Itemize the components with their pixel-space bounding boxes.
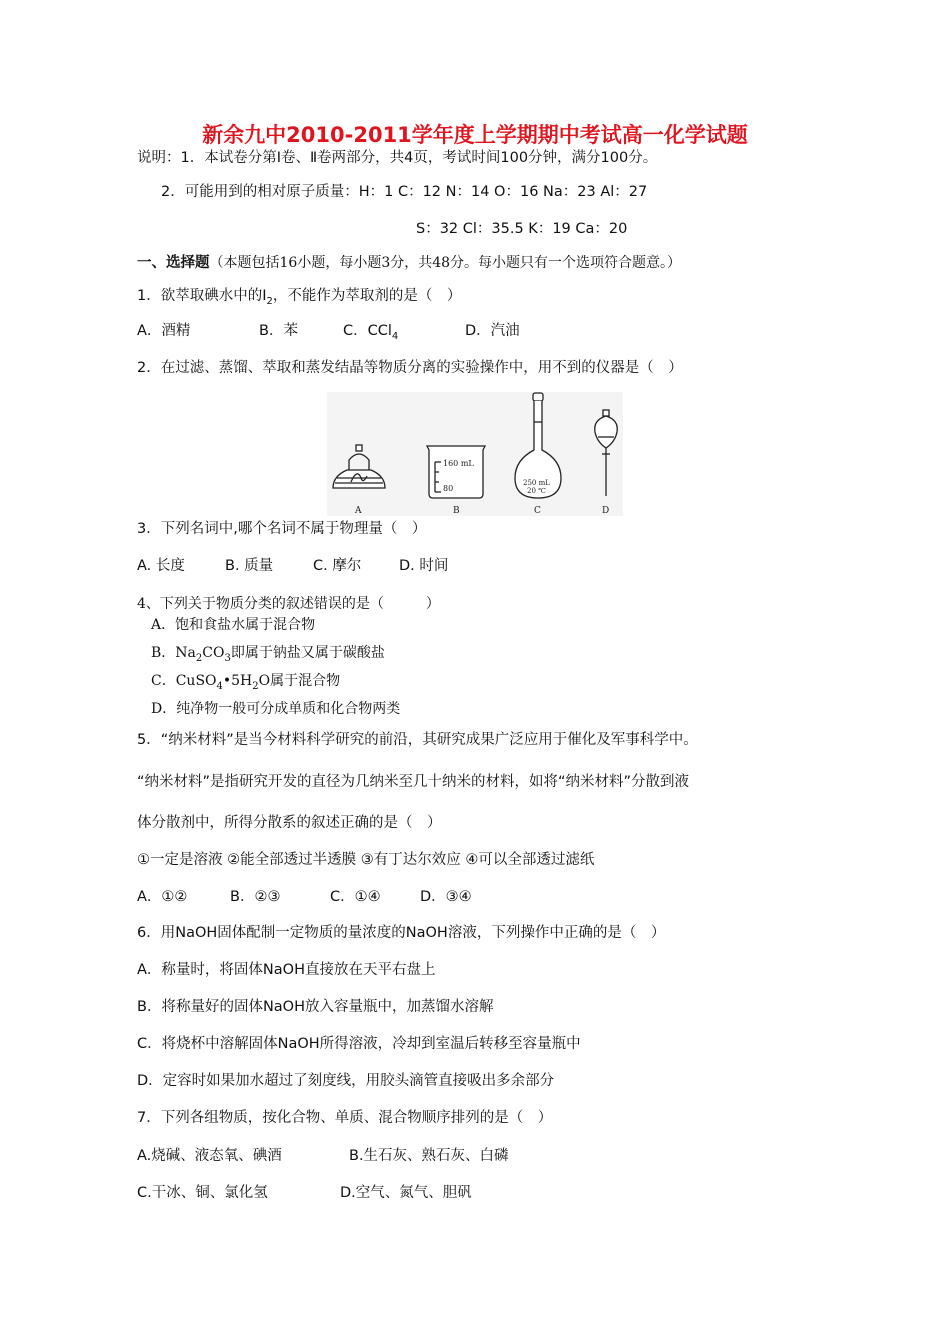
q4-option-b [151, 643, 385, 663]
q4-option-c-text: C．CuSO [151, 673, 217, 689]
q4-option-c-subscript: 4 [216, 680, 223, 692]
q7-option-a: A.烧碱、液态氧、碘酒 [137, 1148, 282, 1164]
q5-option-c: C．①④ [330, 889, 381, 905]
q4-option-b-subscript: 2 [195, 652, 203, 664]
q1-option-c-text: C．CCl [343, 323, 392, 339]
beaker-drawing [427, 446, 485, 498]
page-title: 新余九中2010-2011学年度上学期期中考试高一化学试题 [202, 123, 748, 147]
q4-option-b-text: B．Na [151, 645, 196, 661]
q4-option-c-subscript: 2 [252, 680, 259, 692]
q1-option-b: B．苯 [259, 323, 298, 339]
q7-option-c: C.干冰、铜、氯化氢 [137, 1185, 268, 1201]
apparatus-label-a: A [355, 506, 362, 516]
q4-option-d: D．纯净物一般可分成单质和化合物两类 [151, 701, 401, 717]
question-6-stem: 6．用NaOH固体配制一定物质的量浓度的NaOH溶液，下列操作中正确的是（ ） [137, 925, 666, 941]
apparatus-label-d: D [602, 506, 610, 516]
q6-option-d: D．定容时如果加水超过了刻度线，用胶头滴管直接吸出多余部分 [137, 1073, 555, 1089]
question-3-options [137, 556, 448, 576]
section-1-description: （本题包括16小题，每小题3分，共48分。每小题只有一个选项符合题意。） [209, 255, 682, 271]
q1-option-c-subscript: 4 [391, 330, 399, 342]
question-2-stem: 2．在过滤、蒸馏、萃取和蒸发结晶等物质分离的实验操作中，用不到的仪器是（ ） [137, 360, 683, 376]
q4-option-b-text: CO [202, 645, 225, 661]
flask-temperature-label: 20 ℃ [527, 487, 546, 495]
note-2: 2．可能用到的相对原子质量：H：1 C：12 N：14 O：16 Na：23 Al：27 [161, 184, 648, 200]
section-1-heading [137, 253, 681, 273]
q6-option-b: B．将称量好的固体NaOH放入容量瓶中，加蒸馏水溶解 [137, 999, 494, 1015]
q4-option-a: A．饱和食盐水属于混合物 [151, 617, 316, 633]
q4-option-b-subscript: 3 [224, 652, 231, 664]
q6-option-c: C．将烧杯中溶解固体NaOH所得溶液，冷却到室温后转移至容量瓶中 [137, 1036, 581, 1052]
q5-statements: ①一定是溶液 ②能全部透过半透膜 ③有丁达尔效应 ④可以全部透过滤纸 [137, 852, 595, 868]
question-3-stem: 3．下列名词中,哪个名词不属于物理量（ ） [137, 521, 427, 537]
flask-volume-label: 250 mL [523, 479, 550, 487]
q1-option-d: D．汽油 [465, 323, 520, 339]
q6-option-a: A．称量时，将固体NaOH直接放在天平右盘上 [137, 962, 436, 978]
beaker-top-mark: 160 mL [443, 459, 474, 468]
q1-option-a: A．酒精 [137, 323, 191, 339]
section-1-title: 一、选择题 [137, 255, 210, 271]
q5-line-1: 5．“纳米材料”是当今材料科学研究的前沿，其研究成果广泛应用于催化及军事科学中。 [137, 732, 698, 748]
q3-option-b: B. 质量 [225, 558, 274, 574]
q4-option-c-text: •5H [222, 673, 253, 689]
q5-option-a: A．①② [137, 889, 188, 905]
q1-stem-part: 1．欲萃取碘水中的I [137, 288, 267, 304]
q5-line-2: “纳米材料”是指研究开发的直径为几纳米至几十纳米的材料，如将“纳米材料”分散到液 [137, 774, 690, 790]
note-2-continued: S：32 Cl：35.5 K：19 Ca：20 [416, 221, 628, 237]
apparatus-figure [327, 392, 623, 516]
q1-stem-subscript: 2 [266, 295, 273, 307]
q1-stem-part: ，不能作为萃取剂的是（ ） [272, 288, 462, 304]
notes-line-1 [137, 148, 657, 168]
question-7-stem: 7．下列各组物质，按化合物、单质、混合物顺序排列的是（ ） [137, 1110, 553, 1126]
q7-option-d: D.空气、氮气、胆矾 [340, 1185, 472, 1201]
beaker-mid-mark: 80 [443, 484, 454, 493]
question-5-options [137, 887, 472, 907]
question-7-options-row-1 [137, 1146, 509, 1166]
apparatus-label-b: B [453, 506, 460, 516]
note-1: 1．本试卷分第Ⅰ卷、Ⅱ卷两部分，共4页，考试时间100分钟，满分100分。 [180, 150, 658, 166]
q5-option-b: B．②③ [230, 889, 281, 905]
apparatus-label-c: C [534, 506, 541, 516]
q1-option-c [343, 321, 465, 341]
question-1-stem [137, 286, 461, 306]
question-1-options [137, 321, 520, 341]
q3-option-d: D. 时间 [399, 558, 449, 574]
q5-line-3: 体分散剂中，所得分散系的叙述正确的是（ ） [137, 815, 442, 831]
q7-option-b: B.生石灰、熟石灰、白磷 [349, 1148, 509, 1164]
q3-option-c: C. 摩尔 [313, 558, 362, 574]
q4-option-c [151, 671, 340, 691]
q3-option-a: A. 长度 [137, 558, 185, 574]
q4-option-b-text: 即属于钠盐又属于碳酸盐 [230, 645, 385, 661]
q5-option-d: D．③④ [420, 889, 472, 905]
question-4-stem: 4、下列关于物质分类的叙述错误的是（ ） [137, 596, 440, 612]
question-7-options-row-2 [137, 1183, 472, 1203]
notes-label: 说明： [137, 150, 181, 166]
q4-option-c-text: O属于混合物 [258, 673, 341, 689]
